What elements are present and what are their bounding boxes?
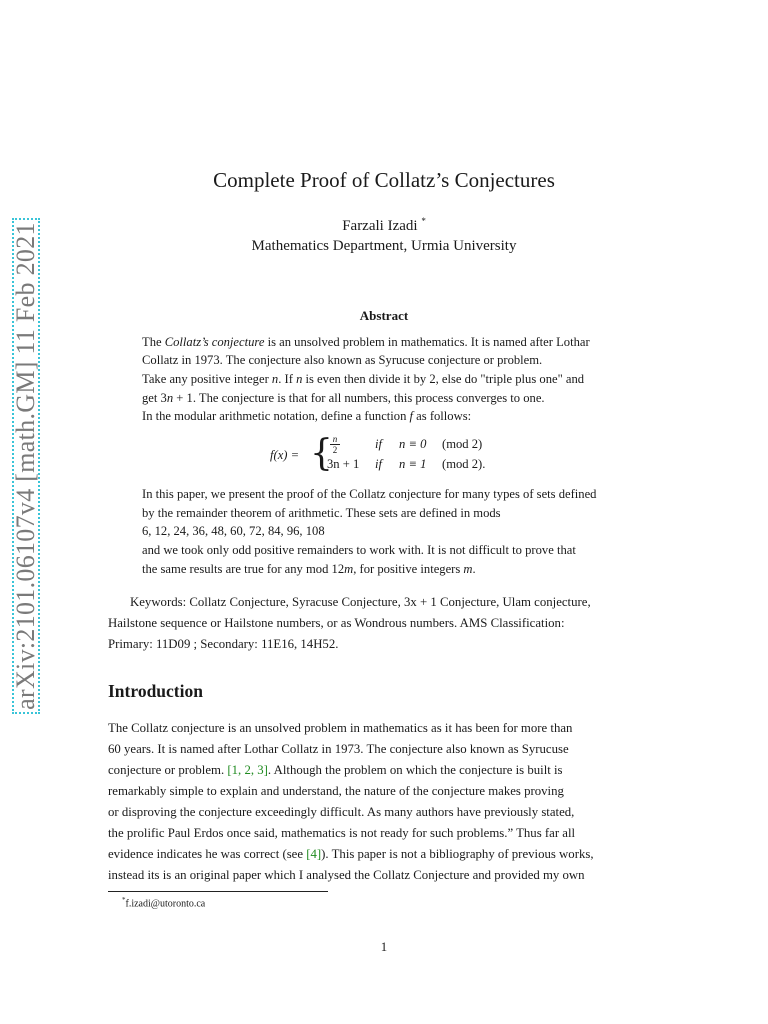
paper-title: Complete Proof of Collatz’s Conjectures	[213, 168, 555, 192]
footnote-rule	[108, 891, 328, 892]
abstract-text: is an unsolved problem in mathematics. It is named after Lothar	[264, 335, 590, 349]
case1-if: if	[375, 437, 382, 451]
intro-line-2: 60 years. It is named after Lothar Collatz in 1973. The conjecture also known as Syrucuse	[108, 742, 569, 756]
intro-text: ). This paper is not a bibliography of previous works,	[321, 847, 594, 861]
math-variable: f	[409, 409, 414, 423]
author-line	[0, 216, 768, 235]
intro-line-1: The Collatz conjecture is an unsolved problem in mathematics as it has been for more than	[108, 721, 573, 735]
case1-denominator: 2	[332, 445, 338, 455]
author-name: Farzali Izadi	[342, 218, 418, 234]
math-variable: n	[271, 372, 279, 386]
case2-mod: (mod 2).	[442, 457, 486, 471]
abstract-text: the same results are true for any mod 12	[142, 562, 345, 576]
abstract-text: Take any positive integer	[142, 372, 272, 386]
abstract-text: , for positive integers	[353, 562, 464, 576]
citation-link[interactable]: [4]	[306, 847, 322, 861]
footnote-email[interactable]: f.izadi@utoronto.ca	[125, 898, 206, 910]
abstract-line-6: In this paper, we present the proof of the Collatz conjecture for many types of sets defined	[142, 487, 597, 501]
abstract-line-1	[142, 335, 590, 350]
intro-line-4: remarkably simple to explain and understand, the nature of the conjecture makes proving	[108, 784, 564, 798]
case2-value: 3n + 1	[327, 457, 360, 471]
abstract-text: The	[142, 335, 165, 349]
intro-line-6: the prolific Paul Erdos once said, mathematics is not ready for such problems.” Thus far all	[108, 826, 576, 840]
arxiv-sidebar	[4, 218, 44, 714]
piecewise-formula	[270, 433, 530, 477]
abstract-line-5	[142, 409, 471, 424]
abstract-heading: Abstract	[359, 308, 409, 323]
abstract-line-7: by the remainder theorem of arithmetic. These sets are defined in mods	[142, 506, 501, 520]
abstract-text: get 3	[142, 391, 167, 405]
author-footnote-mark[interactable]: *	[421, 216, 426, 226]
footnote-mark: *	[122, 896, 126, 904]
case2-condition: n ≡ 1	[399, 457, 427, 471]
math-variable: n	[166, 391, 174, 405]
abstract-text: . If	[278, 372, 297, 386]
keywords-line-3: Primary: 11D09 ; Secondary: 11E16, 14H52.	[108, 637, 339, 651]
abstract-text: In the modular arithmetic notation, define a function	[142, 409, 410, 423]
case1-condition: n ≡ 0	[399, 437, 427, 451]
abstract-line-10	[142, 562, 476, 577]
abstract-emphasis: Collatz’s conjecture	[164, 335, 265, 349]
intro-line-8: instead its is an original paper which I analysed the Collatz Conjecture and provided my own	[108, 868, 585, 882]
intro-text: . Although the problem on which the conjecture is built is	[267, 763, 563, 777]
intro-text: evidence indicates he was correct (see	[108, 847, 307, 861]
abstract-line-9: and we took only odd positive remainders to work with. It is not difficult to prove that	[142, 543, 576, 557]
page-number: 1	[380, 940, 388, 954]
formula-brace: {	[310, 433, 333, 474]
abstract-line-4	[142, 391, 545, 406]
intro-line-7	[108, 847, 660, 862]
abstract-line-3	[142, 372, 584, 387]
math-variable: m	[463, 562, 473, 576]
section-heading-introduction: Introduction	[108, 681, 203, 701]
abstract-line-2: Collatz in 1973. The conjecture also known as Syrucuse conjecture or problem.	[142, 353, 543, 367]
case1-numerator: n	[330, 435, 340, 445]
intro-line-3	[108, 763, 660, 778]
intro-line-5: or disproving the conjecture exceedingly difficult. As many authors have previously stated,	[108, 805, 575, 819]
case2-if: if	[375, 457, 382, 471]
citation-link[interactable]: [1, 2, 3]	[227, 763, 268, 777]
arxiv-identifier[interactable]: arXiv:2101.06107v4 [math.GM] 11 Feb 2021	[11, 222, 40, 710]
math-variable: m	[344, 562, 354, 576]
abstract-text: + 1. The conjecture is that for all numbers, this process converges to one.	[173, 391, 545, 405]
author-affiliation: Mathematics Department, Urmia University	[251, 238, 517, 254]
keywords-line-2: Hailstone sequence or Hailstone numbers, or as Wondrous numbers. AMS Classification:	[108, 616, 565, 630]
footnote	[122, 896, 205, 909]
abstract-mods-list: 6, 12, 24, 36, 48, 60, 72, 84, 96, 108	[142, 524, 325, 538]
case1-mod: (mod 2)	[442, 437, 483, 451]
formula-lhs: f(x) =	[270, 448, 300, 462]
math-variable: n	[296, 372, 303, 386]
abstract-text: .	[472, 562, 476, 576]
abstract-text: is even then divide it by 2, else do "triple plus one" and	[302, 372, 585, 386]
intro-text: conjecture or problem.	[108, 763, 228, 777]
abstract-text: as follows:	[413, 409, 472, 423]
keywords-line-1: Keywords: Collatz Conjecture, Syracuse Conjecture, 3x + 1 Conjecture, Ulam conjecture,	[130, 595, 591, 609]
